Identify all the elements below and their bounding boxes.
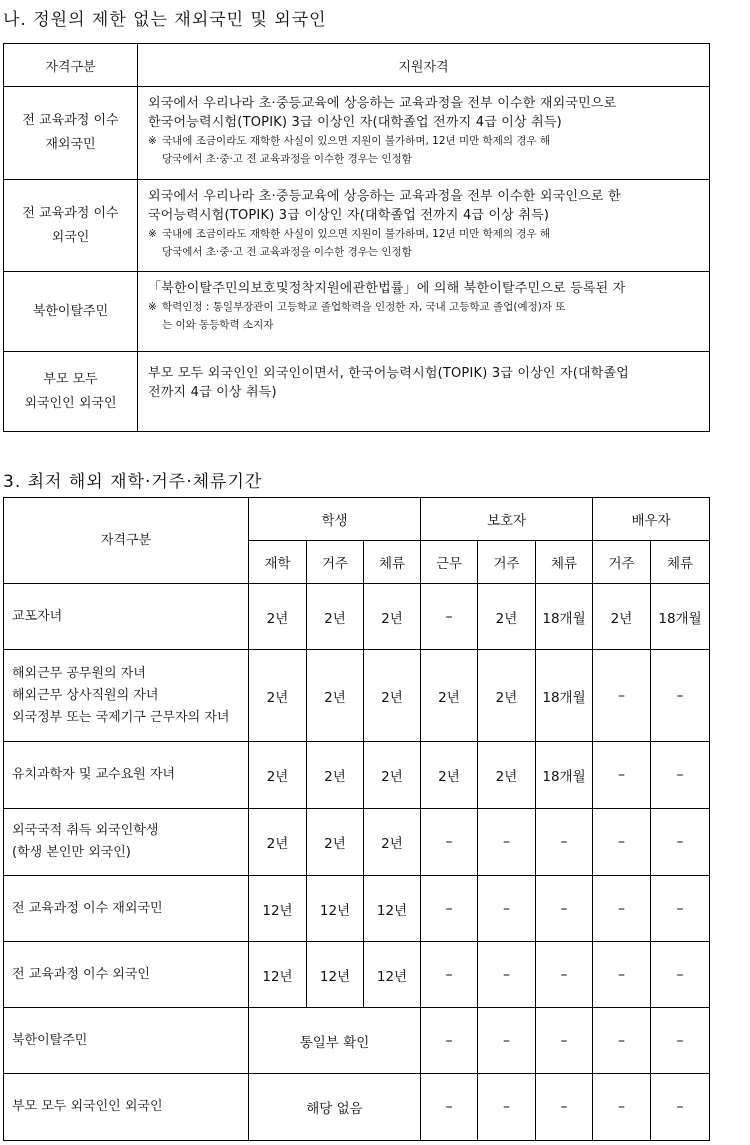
cell: – [593,876,651,942]
cell: – [651,650,710,742]
table-row [4,742,710,809]
note: ※ 학력인정 : 통일부장관이 고등학교 졸업학력을 인정한 자, 국내 고등학교 졸업(예정)자 또 는 이와 동등학력 소지자 [148,301,566,331]
header-qualification: 지원자격 [138,44,710,87]
row-qualification: 외국에서 우리나라 초·중등교육에 상응하는 교육과정을 전부 이수한 재외국민으로 한국어능력시험(TOPIK) 3급 이상인 자(대학졸업 전까지 4급 이상 취득) ※ 국내에 조금이라도 재학한 사실이 있으면 지원이 불가하며, 12년 미만 학제의 경우 해 당국에서 초·중·고 전 교육과정을 이수한 경우는 인정함 [138,87,710,180]
row-qualification: 외국에서 우리나라 초·중등교육에 상응하는 교육과정을 전부 이수한 외국인으로 한 국어능력시험(TOPIK) 3급 이상인 자(대학졸업 전까지 4급 이상 취득) ※ 국내에 조금이라도 재학한 사실이 있으면 지원이 불가하며, 12년 미만 학제의 경우 해 당국에서 초·중·고 전 교육과정을 이수한 경우는 인정함 [138,180,710,272]
cell: – [478,809,536,876]
cell: – [651,1008,710,1074]
subheader: 체류 [364,541,421,584]
cell: – [651,942,710,1008]
cell: – [421,1008,478,1074]
cell: 12년 [307,876,364,942]
eligibility-table [3,43,710,432]
section-title-3: 3. 최저 해외 재학·거주·체류기간 [3,472,263,492]
row-label: 유치과학자 및 교수요원 자녀 [4,742,249,809]
row-category: 전 교육과정 이수 외국인 [4,180,138,272]
cell: – [651,876,710,942]
cell: – [478,876,536,942]
cell: – [593,942,651,1008]
table-row [4,584,710,650]
cell: – [593,809,651,876]
row-label: 북한이탈주민 [4,1008,249,1074]
cell: – [651,742,710,809]
table-header-row [4,44,710,87]
row-label: 해외근무 공무원의 자녀 해외근무 상사직원의 자녀 외국정부 또는 국제기구 근무자의 자녀 [4,650,249,742]
cell: – [536,1008,593,1074]
cell: 12년 [364,876,421,942]
cell: – [593,1074,651,1141]
group-header-row [4,498,710,541]
table-row [4,650,710,742]
cell: 2년 [307,584,364,650]
cell: 12년 [364,942,421,1008]
cell: 12년 [307,942,364,1008]
row-qualification: 「북한이탈주민의보호및정착지원에관한법률」에 의해 북한이탈주민으로 등록된 자 ※ 학력인정 : 통일부장관이 고등학교 졸업학력을 인정한 자, 국내 고등학교 졸업(예정)자 또 는 이와 동등학력 소지자 [138,272,710,352]
row-qualification: 부모 모두 외국인인 외국인이면서, 한국어능력시험(TOPIK) 3급 이상인 자(대학졸업 전까지 4급 이상 취득) [138,352,710,432]
cell: 2년 [478,742,536,809]
minimum-period-table [3,497,710,1141]
subheader: 체류 [651,541,710,584]
cell: – [421,942,478,1008]
cell: 2년 [364,742,421,809]
cell: 2년 [307,809,364,876]
cell: – [536,1074,593,1141]
cell: 2년 [249,809,307,876]
cell: – [593,650,651,742]
cell: 2년 [249,742,307,809]
subheader: 거주 [307,541,364,584]
cell: 2년 [593,584,651,650]
cell: – [593,742,651,809]
cell: 2년 [421,742,478,809]
cell: – [421,809,478,876]
subheader: 근무 [421,541,478,584]
cell: – [536,942,593,1008]
note: ※ 국내에 조금이라도 재학한 사실이 있으면 지원이 불가하며, 12년 미만 학제의 경우 해 당국에서 초·중·고 전 교육과정을 이수한 경우는 인정함 [148,228,551,258]
cell: 2년 [478,650,536,742]
cell: 2년 [421,650,478,742]
header-group-guardian: 보호자 [421,498,593,541]
cell: 2년 [307,650,364,742]
table-row [4,1074,710,1141]
table-row [4,272,710,352]
row-label: 외국국적 취득 외국인학생 (학생 본인만 외국인) [4,809,249,876]
row-label: 전 교육과정 이수 외국인 [4,942,249,1008]
cell: 18개월 [536,584,593,650]
header-category: 자격구분 [4,44,138,87]
table-row [4,180,710,272]
cell: – [421,584,478,650]
cell: 2년 [307,742,364,809]
header-category: 자격구분 [4,498,249,584]
table-row [4,809,710,876]
cell: 18개월 [536,650,593,742]
cell: 2년 [249,650,307,742]
cell: – [536,876,593,942]
cell: – [421,876,478,942]
subheader: 재학 [249,541,307,584]
section-title-na: 나. 정원의 제한 없는 재외국민 및 외국인 [3,10,327,30]
cell: – [593,1008,651,1074]
row-category: 북한이탈주민 [4,272,138,352]
cell: 12년 [249,942,307,1008]
cell: 2년 [364,584,421,650]
cell: – [651,809,710,876]
row-label: 교포자녀 [4,584,249,650]
cell: 2년 [478,584,536,650]
cell: 2년 [364,809,421,876]
cell: 12년 [249,876,307,942]
cell: – [478,942,536,1008]
header-group-spouse: 배우자 [593,498,710,541]
table-row [4,876,710,942]
note: ※ 국내에 조금이라도 재학한 사실이 있으면 지원이 불가하며, 12년 미만 학제의 경우 해 당국에서 초·중·고 전 교육과정을 이수한 경우는 인정함 [148,135,551,165]
row-category: 전 교육과정 이수 재외국민 [4,87,138,180]
cell: 2년 [364,650,421,742]
subheader: 거주 [478,541,536,584]
table-row [4,352,710,432]
subheader: 거주 [593,541,651,584]
row-label: 전 교육과정 이수 재외국민 [4,876,249,942]
table-row [4,1008,710,1074]
merged-cell: 해당 없음 [249,1074,421,1141]
cell: 18개월 [651,584,710,650]
cell: 2년 [249,584,307,650]
cell: – [536,809,593,876]
cell: – [421,1074,478,1141]
row-category: 부모 모두 외국인인 외국인 [4,352,138,432]
header-group-student: 학생 [249,498,421,541]
cell: – [478,1008,536,1074]
row-label: 부모 모두 외국인인 외국인 [4,1074,249,1141]
subheader: 체류 [536,541,593,584]
cell: 18개월 [536,742,593,809]
cell: – [651,1074,710,1141]
cell: – [478,1074,536,1141]
table-row [4,87,710,180]
table-row [4,942,710,1008]
merged-cell: 통일부 확인 [249,1008,421,1074]
